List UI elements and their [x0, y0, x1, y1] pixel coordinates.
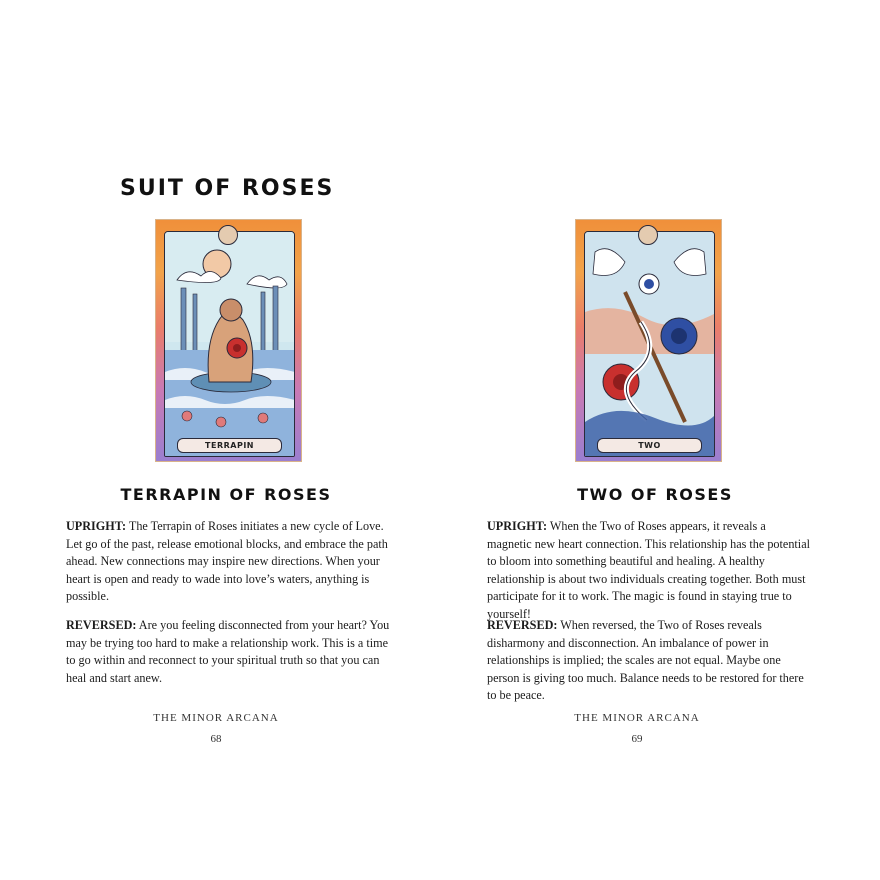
page-number: 69: [631, 733, 643, 745]
right-page: [440, 0, 880, 880]
reversed-label: REVERSED:: [66, 618, 137, 632]
upright-text: When the Two of Roses appears, it reveals a magnetic new heart connection. This relationship has the potential to bloom into something beautiful and healing. A healthy relationship is about two individuals creating together. Both must participate for it to work. The magic is found in staying true to yourself!: [487, 519, 810, 621]
reversed-text: Are you feeling disconnected from your heart? You may be trying too hard to make a relationship work. This is a time to go within and reconnect to your spiritual truth so that you can heal and start anew.: [66, 618, 390, 685]
card-crest-emblem: [218, 225, 238, 245]
terrapin-scene-art: [165, 232, 294, 456]
running-footer: THE MINOR ARCANA: [153, 712, 279, 724]
two-card-illustration: [575, 219, 722, 462]
reversed-paragraph: [487, 617, 812, 705]
upright-text: The Terrapin of Roses initiates a new cycle of Love. Let go of the past, release emotional blocks, and embrace the path ahead. New connections may inspire new directions. When your heart is open and ready to wade into love’s waters, anything is possible.: [66, 519, 388, 604]
upright-label: UPRIGHT:: [66, 519, 127, 533]
upright-label: UPRIGHT:: [487, 519, 548, 533]
upright-paragraph: [66, 518, 391, 606]
reversed-label: REVERSED:: [487, 618, 558, 632]
card-artwork: [164, 231, 295, 457]
reversed-text: When reversed, the Two of Roses reveals disharmony and disconnection. An imbalance of power in relationships is implied; the scales are not equal. Maybe one person is giving too much. Balance needs to be restored for there to be peace.: [487, 618, 804, 703]
card-title: TWO OF ROSES: [577, 485, 733, 504]
terrapin-card-illustration: [155, 219, 302, 462]
two-of-roses-scene-art: [585, 232, 714, 456]
reversed-paragraph: [66, 617, 391, 687]
upright-paragraph: [487, 518, 812, 624]
card-title: TERRAPIN OF ROSES: [120, 485, 332, 504]
suit-title: SUIT OF ROSES: [120, 176, 335, 201]
page-number: 68: [210, 733, 222, 745]
card-nameplate: TERRAPIN: [177, 438, 282, 453]
card-crest-emblem: [638, 225, 658, 245]
card-nameplate: TWO: [597, 438, 702, 453]
running-footer: THE MINOR ARCANA: [574, 712, 700, 724]
card-artwork: [584, 231, 715, 457]
